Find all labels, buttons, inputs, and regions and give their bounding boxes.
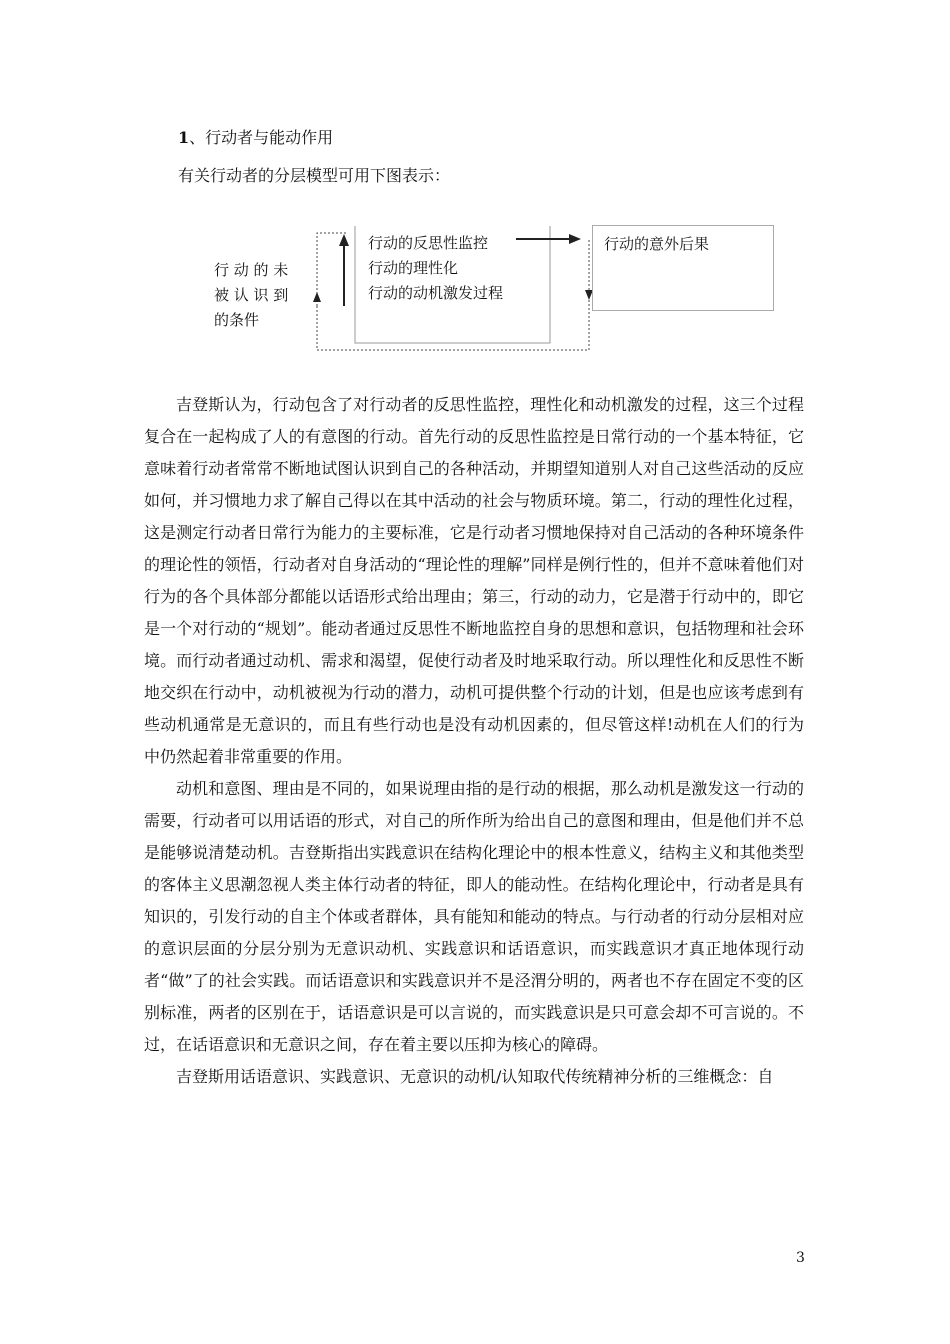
conditions-line-1: 行 动 的 未 [214,261,289,279]
rationalization-label: 行动的理性化 [368,259,459,277]
diagram-lines [0,0,950,370]
feedback-loop-line [317,233,346,306]
unintended-consequences-label: 行动的意外后果 [604,235,710,253]
consequence-box-border [593,226,774,311]
paragraph-2: 动机和意图、理由是不同的，如果说理由指的是行动的根据，那么动机是激发这一行动的需要，行动者可以用话语的形式，对自己的所作所为给出自己的意图和理由，但是他们并不总是能够说清楚动机。吉登斯指出实践意识在结构化理论中的根本性意义，结构主义和其他类型的客体主义思潮忽视人类主体行动者的特征，即人的能动性。在结构化理论中，行动者是具有知识的，引发行动的自主个体或者群体，具有能知和能动的特点。与行动者的行动分层相对应的意识层面的分层分别为无意识动机、实践意识和话语意识，而实践意识才真正地体现行动者“做”了的社会实践。而话语意识和实践意识并不是泾渭分明的，两者也不存在固定不变的区别标准，两者的区别在于，话语意识是可以言说的，而实践意识是只可意会却不可言说的。不过，在话语意识和无意识之间，存在着主要以压抑为核心的障碍。 [144,779,804,1054]
horizontal-arrowhead [569,234,581,244]
motivation-label: 行动的动机激发过程 [368,284,504,302]
vertical-arrowhead [339,234,349,246]
action-process-box [368,231,503,306]
center-box-border [355,226,550,343]
stratification-model-diagram [0,0,950,370]
page-number: 3 [796,1250,805,1266]
section-title: 、行动者与能动作用 [189,128,334,147]
conditions-line-3: 的条件 [214,311,260,329]
conditions-line-2: 被 认 识 到 [214,286,289,304]
section-number: 1 [178,128,190,147]
intro-sentence: 有关行动者的分层模型可用下图表示： [178,166,451,185]
body-text [144,389,804,1093]
feedback-loop-bottom-line [317,240,589,350]
paragraph-1: 吉登斯认为，行动包含了对行动者的反思性监控，理性化和动机激发的过程，这三个过程复合在一起构成了人的有意图的行动。首先行动的反思性监控是日常行动的一个基本特征，它意味着行动者常常不断地试图认识到自己的各种活动，并期望知道别人对自己这些活动的反应如何，并习惯地力求了解自己得以在其中活动的社会与物质环境。第二，行动的理性化过程，这是测定行动者日常行为能力的主要标准，它是行动者习惯地保持对自己活动的各种环境条件的理论性的领悟，行动者对自身活动的“理论性的理解”同样是例行性的，但并不意味着他们对行为的各个具体部分都能以话语形式给出理由；第三，行动的动力，它是潜于行动中的，即它是一个对行动的“规划”。能动者通过反思性不断地监控自身的思想和意识，包括物理和社会环境。而行动者通过动机、需求和渴望，促使行动者及时地采取行动。所以理性化和反思性不断地交织在行动中，动机被视为行动的潜力，动机可提供整个行动的计划，但是也应该考虑到有些动机通常是无意识的，而且有些行动也是没有动机因素的，但尽管这样!动机在人们的行为中仍然起着非常重要的作用。 [144,395,804,766]
unacknowledged-conditions-label [214,258,304,333]
paragraph-3: 吉登斯用话语意识、实践意识、无意识的动机/认知取代传统精神分析的三维概念：自 [176,1067,774,1086]
reflexive-monitoring-label: 行动的反思性监控 [368,234,489,252]
loop-up-arrowhead [313,292,321,302]
section-heading [178,125,333,148]
loop-down-arrowhead [585,290,593,300]
